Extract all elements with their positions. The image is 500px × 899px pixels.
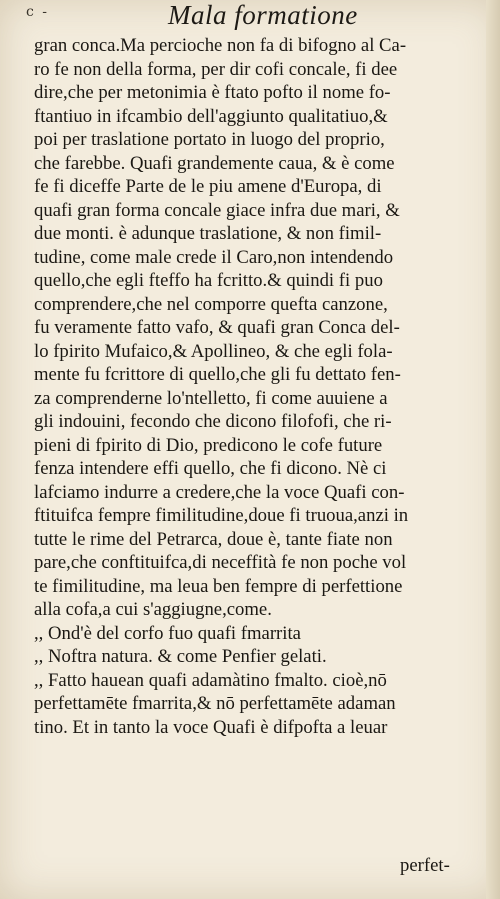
text-line: ftituifca fempre fimilitudine,doue fi truoua,anzi in xyxy=(34,505,409,526)
text-line: lo fpirito Mufaico,& Apollineo, & che egli fola- xyxy=(34,340,393,362)
text-line: dire,che per metonimia è ftato pofto il nome fo- xyxy=(34,82,391,103)
text-line: perfettamēte fmarrita,& nō perfettamēte adaman xyxy=(34,693,396,714)
text-line: lafciamo indurre a credere,che la voce Quafi con- xyxy=(34,481,405,503)
body-text xyxy=(34,34,480,739)
running-head: Mala formatione xyxy=(168,0,358,30)
text-line: gran conca.Ma percioche non fa di bifogno al Ca- xyxy=(34,35,407,56)
text-line: che farebbe. Quafi grandemente caua, & è come xyxy=(34,152,395,174)
quoted-verse-line: ,, Noftra natura. & come Penfier gelati. xyxy=(34,646,327,667)
text-line: fu veramente fatto vafo, & quafi gran Conca del- xyxy=(34,317,400,338)
text-line: quello,che egli fteffo ha fcritto.& quindi fi puo xyxy=(34,270,383,291)
text-line: fenza intendere effi quello, che fi dicono. Nè ci xyxy=(34,458,387,479)
text-line: tudine, come male crede il Caro,non intendendo xyxy=(34,246,394,268)
text-line: poi per traslatione portato in luogo del proprio, xyxy=(34,129,385,150)
text-line: quafi gran forma concale giace infra due mari, & xyxy=(34,199,400,221)
catchword: perfet- xyxy=(400,855,450,876)
page-gutter xyxy=(486,0,500,899)
text-line: alla cofa,a cui s'aggiugne,come. xyxy=(34,599,272,620)
text-line: tino. Et in tanto la voce Quafi è difpofta a leuar xyxy=(34,716,388,738)
text-line: tutte le rime del Petrarca, doue è, tante fiate non xyxy=(34,528,393,550)
text-line: mente fu fcrittore di quello,che gli fu dettato fen- xyxy=(34,364,401,385)
text-line: za comprenderne lo'ntelletto, fi come auuiene a xyxy=(34,387,388,409)
quoted-verse-line: ,, Ond'è del corfo fuo quafi fmarrita xyxy=(34,622,301,644)
quoted-verse-line: ,, Fatto hauean quafi adamàtino fmalto. cioè,nō xyxy=(34,669,387,691)
text-line: ftantiuo in ifcambio dell'aggiunto qualitatiuo,& xyxy=(34,105,388,127)
text-line: comprendere,che nel comporre quefta canzone, xyxy=(34,293,388,315)
text-line: te fimilitudine, ma leua ben fempre di perfettione xyxy=(34,575,403,597)
text-line: due monti. è adunque traslatione, & non fimil- xyxy=(34,223,382,244)
text-line: pare,che conftituifca,di neceffità fe non poche vol xyxy=(34,552,407,573)
corner-mark: c - xyxy=(26,4,50,20)
text-line: fe fi diceffe Parte de le piu amene d'Europa, di xyxy=(34,176,382,197)
text-line: ro fe non della forma, per dir cofi concale, fi dee xyxy=(34,58,398,80)
text-line: pieni di fpirito di Dio, predicono le cofe future xyxy=(34,434,383,456)
text-line: gli indouini, fecondo che dicono filofofi, che ri- xyxy=(34,411,392,432)
